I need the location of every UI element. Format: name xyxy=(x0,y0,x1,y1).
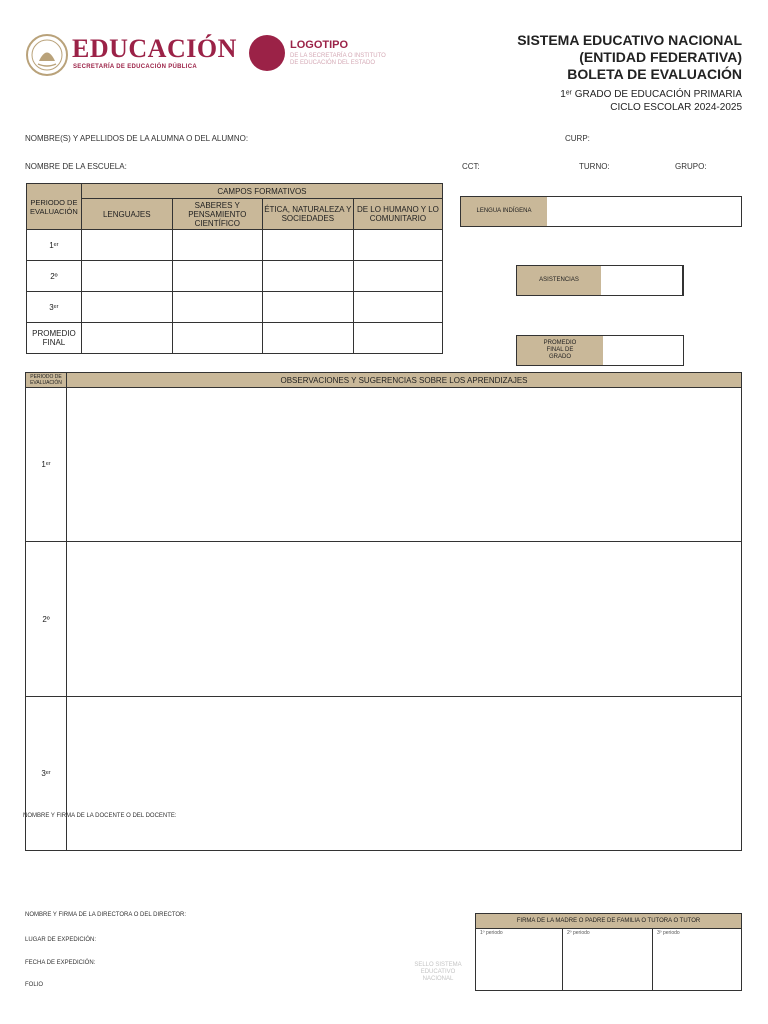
title-sen: SISTEMA EDUCATIVO NACIONAL xyxy=(517,32,742,48)
table-row xyxy=(26,697,742,851)
state-logo-circle xyxy=(249,35,285,71)
table-row xyxy=(26,388,742,542)
period-label: PROMEDIO FINAL xyxy=(27,323,82,354)
grade-cell[interactable] xyxy=(353,292,442,323)
title-entity: (ENTIDAD FEDERATIVA) xyxy=(579,49,742,65)
observations-table xyxy=(25,372,742,851)
grade-cell[interactable] xyxy=(262,261,353,292)
lengua-indigena-label: LENGUA INDÍGENA xyxy=(461,197,547,226)
table-row xyxy=(27,323,443,354)
parent-sign-cell[interactable] xyxy=(653,929,742,991)
parent-period-label: 2º periodo xyxy=(567,930,590,936)
parent-sign-header: FIRMA DE LA MADRE O PADRE DE FAMILIA O TUTORA O TUTOR xyxy=(476,914,742,929)
obs-header: OBSERVACIONES Y SUGERENCIAS SOBRE LOS APRENDIZAJES xyxy=(67,373,742,388)
parent-sign-cell[interactable] xyxy=(563,929,653,991)
period-label: 3ᵉʳ xyxy=(27,292,82,323)
grade-cell[interactable] xyxy=(262,323,353,354)
date-label: FECHA DE EXPEDICIÓN: xyxy=(25,960,96,966)
grade-cell[interactable] xyxy=(172,323,262,354)
turno-label: TURNO: xyxy=(579,162,610,171)
cct-label: CCT: xyxy=(462,162,480,171)
lengua-indigena-field[interactable] xyxy=(547,197,741,226)
school-name-label: NOMBRE DE LA ESCUELA: xyxy=(25,162,127,171)
teacher-sign-label: NOMBRE Y FIRMA DE LA DOCENTE O DEL DOCENTE: xyxy=(23,813,177,819)
grade-cell[interactable] xyxy=(262,292,353,323)
parent-period-label: 1º periodo xyxy=(480,930,503,936)
header-titles xyxy=(517,32,742,114)
grade-number: 1ᵉʳ xyxy=(560,89,572,100)
seal-placeholder: SELLO SISTEMA EDUCATIVO NACIONAL xyxy=(414,962,462,982)
asistencias-box xyxy=(516,265,684,296)
table-row xyxy=(27,292,443,323)
obs-period-label: 1ᵉʳ xyxy=(26,388,67,542)
grade-cell[interactable] xyxy=(172,230,262,261)
observation-cell[interactable] xyxy=(67,388,742,542)
col-saberes: SABERES Y PENSAMIENTO CIENTÍFICO xyxy=(172,199,262,230)
period-header: PERIODO DE EVALUACIÓN xyxy=(27,184,82,230)
obs-period-label: 2º xyxy=(26,542,67,697)
period-label: 1ᵉʳ xyxy=(27,230,82,261)
asistencias-label: ASISTENCIAS xyxy=(517,266,601,295)
obs-period-header: PERIODO DE EVALUACIÓN xyxy=(26,373,67,388)
table-row xyxy=(27,230,443,261)
grade-text: GRADO DE EDUCACIÓN PRIMARIA xyxy=(574,89,742,100)
lengua-indigena-box xyxy=(460,196,742,227)
col-humano: DE LO HUMANO Y LO COMUNITARIO xyxy=(353,199,442,230)
col-lenguajes: LENGUAJES xyxy=(81,199,172,230)
brand-title: EDUCACIÓN xyxy=(72,34,237,63)
asistencias-field[interactable] xyxy=(601,266,683,295)
observation-cell[interactable] xyxy=(67,697,742,851)
period-label: 2º xyxy=(27,261,82,292)
grade-cell[interactable] xyxy=(353,261,442,292)
title-boleta: BOLETA DE EVALUACIÓN xyxy=(567,66,742,82)
grade-cell[interactable] xyxy=(81,323,172,354)
grade-cell[interactable] xyxy=(262,230,353,261)
grade-line xyxy=(517,88,742,101)
promedio-label: PROMEDIO FINAL DE GRADO xyxy=(517,336,603,365)
school-cycle: CICLO ESCOLAR 2024-2025 xyxy=(610,102,742,113)
grupo-label: GRUPO: xyxy=(675,162,707,171)
place-label: LUGAR DE EXPEDICIÓN: xyxy=(25,937,97,943)
grade-cell[interactable] xyxy=(353,323,442,354)
director-sign-label: NOMBRE Y FIRMA DE LA DIRECTORA O DEL DIRECTOR: xyxy=(25,912,187,918)
folio-label: FOLIO xyxy=(25,982,44,988)
obs-period-label: 3ᵉʳ xyxy=(26,697,67,851)
grade-cell[interactable] xyxy=(81,230,172,261)
sep-seal-icon xyxy=(26,34,68,76)
grade-cell[interactable] xyxy=(172,261,262,292)
col-etica: ÉTICA, NATURALEZA Y SOCIEDADES xyxy=(262,199,353,230)
parent-period-label: 3º periodo xyxy=(657,930,680,936)
grade-cell[interactable] xyxy=(353,230,442,261)
parent-sign-table xyxy=(475,913,742,991)
table-row xyxy=(26,542,742,697)
state-logo-sub1: DE LA SECRETARÍA O INSTITUTO xyxy=(290,53,386,59)
promedio-field[interactable] xyxy=(603,336,683,365)
student-name-label: NOMBRE(S) Y APELLIDOS DE LA ALUMNA O DEL ALUMNO: xyxy=(25,134,249,143)
curp-label: CURP: xyxy=(565,134,590,143)
observation-cell[interactable] xyxy=(67,542,742,697)
grades-table xyxy=(26,183,443,354)
grade-cell[interactable] xyxy=(81,261,172,292)
campos-header: CAMPOS FORMATIVOS xyxy=(81,184,442,199)
state-logo-sub2: DE EDUCACIÓN DEL ESTADO xyxy=(290,60,376,66)
table-row xyxy=(27,261,443,292)
state-logo-title: LOGOTIPO xyxy=(290,39,349,51)
grade-cell[interactable] xyxy=(81,292,172,323)
promedio-box xyxy=(516,335,684,366)
parent-sign-cell[interactable] xyxy=(476,929,563,991)
brand-subtitle: SECRETARÍA DE EDUCACIÓN PÚBLICA xyxy=(73,64,197,70)
grade-cell[interactable] xyxy=(172,292,262,323)
